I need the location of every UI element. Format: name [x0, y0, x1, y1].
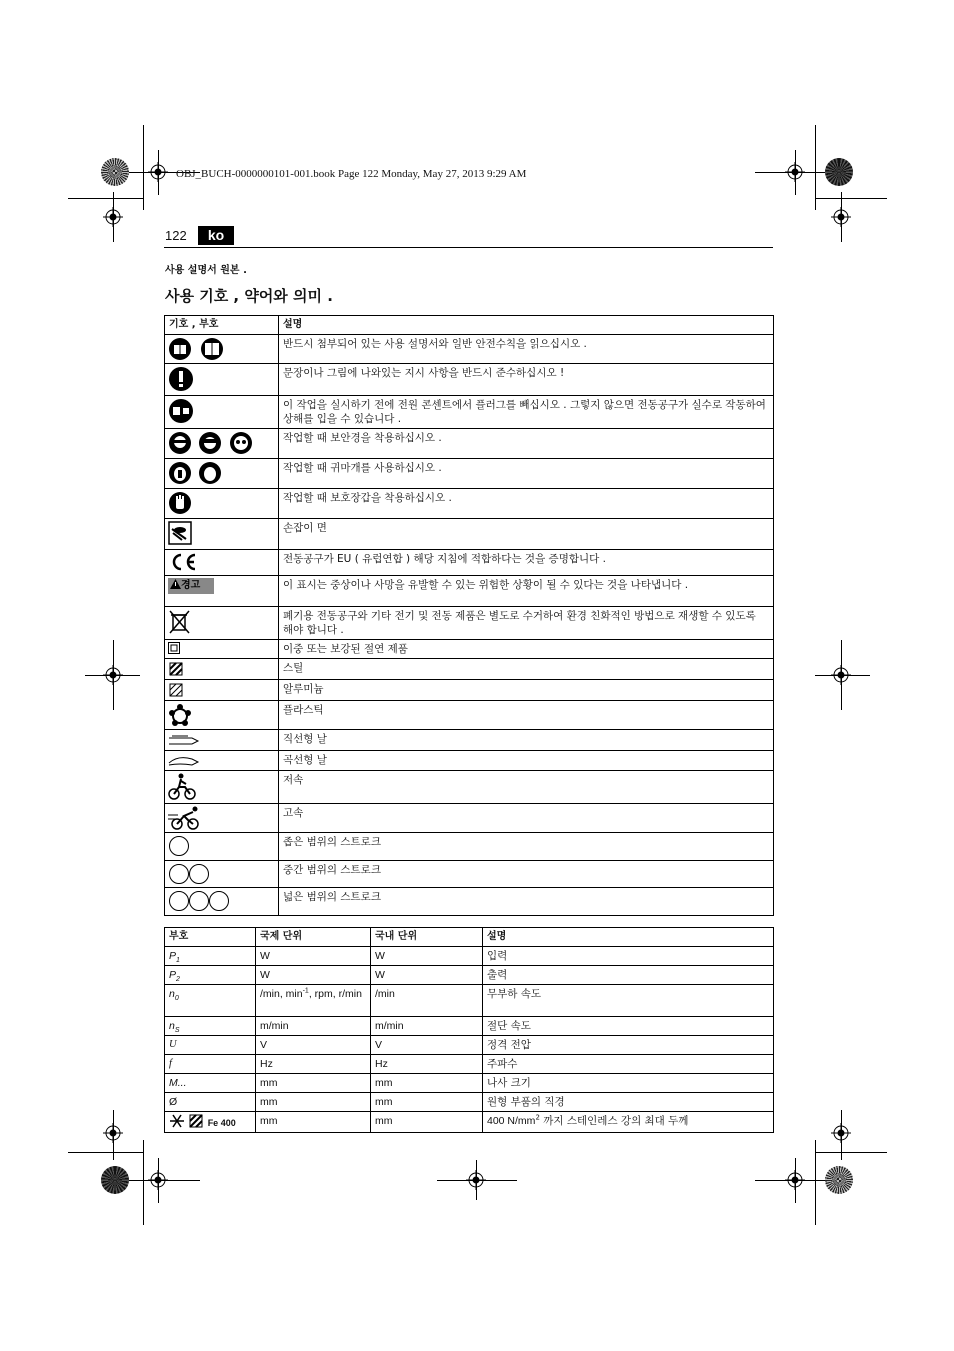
- table-row: [165, 680, 774, 701]
- description-cell: 입력: [483, 947, 774, 966]
- subtitle: 사용 설명서 원본 .: [165, 265, 247, 276]
- symbol-subscript: S: [174, 1027, 180, 1035]
- weee-bin-icon: [168, 609, 192, 635]
- table-row: [165, 1036, 774, 1055]
- description-cell: 작업할 때 보호장갑을 착용하십시오 .: [279, 489, 774, 519]
- table-row: [165, 966, 774, 985]
- registration-mark-icon: [785, 1170, 805, 1190]
- warning-badge-label: 경고: [181, 580, 201, 591]
- description-cell: 이 작업을 실시하기 전에 전원 콘센트에서 플러그를 빼십시오 . 그렇지 않으면 전동공구가 실수로 작동하여 상해를 입을 수 있습니다 .: [279, 396, 774, 429]
- symbol-cell: [165, 1112, 256, 1133]
- description-cell: 전동공구가 EU ( 유럽연합 ) 해당 지침에 적합하다는 것을 증명합니다 .: [279, 550, 774, 576]
- description-cell: 좁은 범위의 스트로크: [279, 833, 774, 861]
- symbol-cell: [165, 861, 279, 888]
- intl-unit-cell: W: [256, 966, 371, 985]
- color-rosette-icon: [825, 158, 853, 186]
- table-row: [165, 576, 774, 607]
- symbol: n: [169, 988, 175, 1000]
- registration-mark-icon: [103, 207, 123, 227]
- symbol-cell: [165, 680, 279, 701]
- description-cell: 문장이나 그림에 나와있는 지시 사항을 반드시 준수하십시오 !: [279, 364, 774, 396]
- registration-mark-icon: [148, 162, 168, 182]
- eye-protection-icon: [168, 431, 192, 455]
- local-unit-cell: mm: [371, 1093, 483, 1112]
- color-rosette-icon: [825, 1166, 853, 1194]
- column-header: 부호: [165, 928, 256, 947]
- description-cell: 손잡이 면: [279, 519, 774, 550]
- table-row: [165, 607, 774, 640]
- description-cell: 직선형 날: [279, 730, 774, 751]
- symbol-cell: [165, 659, 279, 680]
- intl-unit-cell: V: [256, 1036, 371, 1055]
- double-insulation-icon: [168, 642, 180, 654]
- symbol-cell: [165, 701, 279, 730]
- unplug-icon: [168, 398, 194, 424]
- ear-muffs-icon: [198, 461, 222, 485]
- description-cell: 이 표시는 중상이나 사망을 유발할 수 있는 위험한 상황이 될 수 있다는 것을 나타냅니다 .: [279, 576, 774, 607]
- table-row: [165, 519, 774, 550]
- description-cell: 원형 부품의 직경: [483, 1093, 774, 1112]
- symbol-cell: Ø: [165, 1093, 256, 1112]
- symbol: P: [169, 950, 177, 962]
- column-header: 기호 , 부호: [165, 316, 279, 335]
- description-cell: 고속: [279, 804, 774, 833]
- medium-stroke-icon: [168, 863, 212, 885]
- color-rosette-icon: [101, 158, 129, 186]
- intl-unit-cell: mm: [256, 1093, 371, 1112]
- table-row: [165, 833, 774, 861]
- registration-mark-icon: [148, 1170, 168, 1190]
- description-cell: 이중 또는 보강된 절연 제품: [279, 640, 774, 659]
- table-row: [165, 985, 774, 1017]
- symbol-cell: [165, 489, 279, 519]
- table-row: [165, 751, 774, 771]
- table-row: [165, 640, 774, 659]
- symbol-cell: [165, 459, 279, 489]
- table-row: [165, 730, 774, 751]
- description-cell: 스틸: [279, 659, 774, 680]
- symbol-cell: [165, 550, 279, 576]
- description-cell: 폐기용 전동공구와 기타 전기 및 전동 제품은 별도로 수거하여 환경 친화적인 방법으로 재생할 수 있도록 해야 합니다 .: [279, 607, 774, 640]
- intl-unit-cell: mm: [256, 1074, 371, 1093]
- symbol-cell: [165, 396, 279, 429]
- description-cell: 플라스틱: [279, 701, 774, 730]
- symbol-cell: [165, 771, 279, 804]
- local-unit-cell: Hz: [371, 1055, 483, 1074]
- aluminium-icon: [168, 682, 184, 698]
- symbol-cell: [165, 966, 256, 985]
- low-speed-icon: [168, 773, 196, 801]
- intl-unit-part: /min, min: [260, 988, 303, 1000]
- registration-mark-icon: [103, 665, 123, 685]
- table-row: [165, 888, 774, 916]
- cutting-depth-icon: [169, 1114, 185, 1128]
- warning-badge: [168, 578, 214, 594]
- column-header: 국내 단위: [371, 928, 483, 947]
- registration-mark-icon: [103, 1123, 123, 1143]
- description-superscript: 2: [535, 1113, 540, 1122]
- local-unit-cell: mm: [371, 1112, 483, 1133]
- table-row: [165, 1074, 774, 1093]
- description-cell: 알루미늄: [279, 680, 774, 701]
- wide-stroke-icon: [168, 890, 234, 912]
- symbol-cell: [165, 833, 279, 861]
- curved-blade-icon: [168, 753, 200, 767]
- description-cell: 저속: [279, 771, 774, 804]
- color-rosette-icon: [101, 1166, 129, 1194]
- registration-mark-icon: [831, 1123, 851, 1143]
- table-row: [165, 1112, 774, 1133]
- description-part: 400 N/mm: [487, 1115, 536, 1127]
- description-cell: 주파수: [483, 1055, 774, 1074]
- symbol-cell: [165, 730, 279, 751]
- description-cell: 작업할 때 보안경을 착용하십시오 .: [279, 429, 774, 459]
- face-shield-icon: [198, 431, 222, 455]
- grip-surface-icon: [168, 521, 192, 545]
- table-row: [165, 364, 774, 396]
- symbol-subscript: 1: [176, 957, 180, 965]
- local-unit-cell: m/min: [371, 1017, 483, 1036]
- symbol-cell: [165, 751, 279, 771]
- table-row: [165, 335, 774, 364]
- intl-unit-cell: Hz: [256, 1055, 371, 1074]
- table-header-row: [165, 316, 774, 335]
- table-row: [165, 659, 774, 680]
- registration-mark-icon: [831, 207, 851, 227]
- symbol-subscript: 2: [176, 976, 180, 984]
- table-row: [165, 396, 774, 429]
- description-cell: [483, 1112, 774, 1133]
- local-unit-cell: V: [371, 1036, 483, 1055]
- language-badge: ko: [198, 226, 234, 245]
- steel-icon: [168, 661, 184, 677]
- table-row: [165, 550, 774, 576]
- description-cell: 출력: [483, 966, 774, 985]
- ce-mark-icon: [168, 552, 198, 572]
- registration-mark-icon: [466, 1170, 486, 1190]
- symbol-cell: [165, 576, 279, 607]
- page-title: 사용 기호 , 약어와 의미 .: [165, 287, 333, 305]
- description-cell: 무부하 속도: [483, 985, 774, 1017]
- symbol-cell: [165, 640, 279, 659]
- registration-mark-icon: [785, 162, 805, 182]
- description-cell: 넓은 범위의 스트로크: [279, 888, 774, 916]
- symbol-cell: [165, 429, 279, 459]
- local-unit-cell: mm: [371, 1074, 483, 1093]
- narrow-stroke-icon: [168, 835, 190, 857]
- symbol: P: [169, 969, 177, 981]
- intl-unit-cell: [256, 985, 371, 1017]
- column-header: 설명: [279, 316, 774, 335]
- intl-unit-part: , rpm, r/min: [308, 988, 362, 1000]
- description-cell: 나사 크기: [483, 1074, 774, 1093]
- description-cell: 작업할 때 귀마개를 사용하십시오 .: [279, 459, 774, 489]
- table-row: [165, 701, 774, 730]
- symbol: n: [169, 1020, 175, 1032]
- table-row: [165, 429, 774, 459]
- warning-triangle-icon: [170, 579, 181, 589]
- column-header: 국제 단위: [256, 928, 371, 947]
- description-cell: 곡선형 날: [279, 751, 774, 771]
- table-row: [165, 771, 774, 804]
- local-unit-cell: /min: [371, 985, 483, 1017]
- symbol-cell: [165, 985, 256, 1017]
- description-part: 까지 스테인레스 강의 최대 두께: [539, 1115, 689, 1127]
- table-row: [165, 861, 774, 888]
- high-speed-icon: [168, 806, 202, 830]
- gloves-icon: [168, 491, 192, 515]
- symbol-cell: [165, 1017, 256, 1036]
- table-row: [165, 947, 774, 966]
- symbol-subscript: 0: [174, 995, 179, 1003]
- intl-unit-cell: m/min: [256, 1017, 371, 1036]
- local-unit-cell: W: [371, 966, 483, 985]
- symbol-cell: M...: [165, 1074, 256, 1093]
- description-cell: 반드시 첨부되어 있는 사용 설명서와 일반 안전수칙을 읽으십시오 .: [279, 335, 774, 364]
- symbol-cell: [165, 335, 279, 364]
- symbol-cell: [165, 804, 279, 833]
- material-label: Fe 400: [207, 1118, 236, 1128]
- exclamation-icon: [168, 366, 194, 392]
- read-manual-icon: [168, 337, 194, 361]
- straight-blade-icon: [168, 732, 200, 746]
- safety-glasses-icon: [229, 431, 253, 455]
- ear-protection-icon: [168, 461, 192, 485]
- local-unit-cell: W: [371, 947, 483, 966]
- description-cell: 절단 속도: [483, 1017, 774, 1036]
- file-info: OBJ_BUCH-0000000101-001.book Page 122 Monday, May 27, 2013 9:29 AM: [176, 168, 527, 180]
- steel-icon: [188, 1114, 204, 1128]
- units-table: [164, 927, 774, 1133]
- table-row: [165, 1093, 774, 1112]
- symbol-cell: [165, 519, 279, 550]
- manual-book-icon: [200, 337, 226, 361]
- symbol-cell: [165, 607, 279, 640]
- plastic-icon: [168, 703, 192, 727]
- intl-unit-superscript: -1: [302, 987, 309, 995]
- table-row: [165, 804, 774, 833]
- table-header-row: [165, 928, 774, 947]
- symbol-cell: U: [165, 1036, 256, 1055]
- symbol-cell: [165, 947, 256, 966]
- symbol-cell: f: [165, 1055, 256, 1074]
- page-number: 122: [165, 228, 187, 243]
- table-row: [165, 1017, 774, 1036]
- intl-unit-cell: mm: [256, 1112, 371, 1133]
- intl-unit-cell: W: [256, 947, 371, 966]
- symbol-cell: [165, 364, 279, 396]
- table-row: [165, 489, 774, 519]
- symbols-table: [164, 315, 774, 916]
- table-row: [165, 459, 774, 489]
- description-cell: 중간 범위의 스트로크: [279, 861, 774, 888]
- table-row: [165, 1055, 774, 1074]
- symbol-cell: [165, 888, 279, 916]
- column-header: 설명: [483, 928, 774, 947]
- registration-mark-icon: [831, 665, 851, 685]
- header-rule: [164, 247, 773, 248]
- description-cell: 정격 전압: [483, 1036, 774, 1055]
